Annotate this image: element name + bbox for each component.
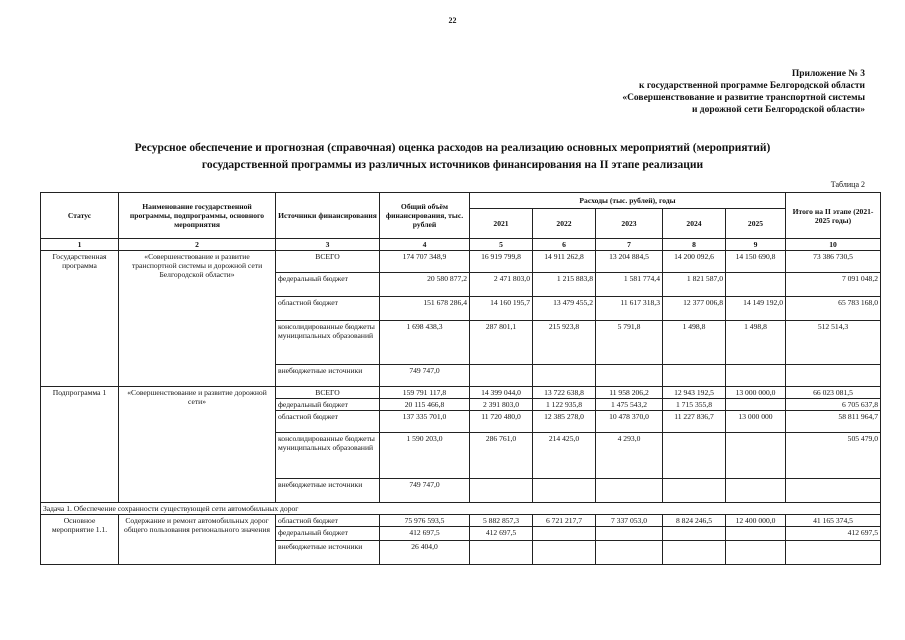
total-cell: 412 697,5 [380,527,470,541]
source-cell: областной бюджет [276,297,380,321]
year-cell: 1 122 935,8 [533,399,596,411]
year-cell: 11 958 206,2 [596,387,663,399]
year-cell: 13 204 884,5 [596,251,663,273]
source-cell: ВСЕГО [276,251,380,273]
year-cell: 12 377 006,8 [663,297,726,321]
header-name: Наименование государственной программы, подпрограммы, основного мероприятия [119,193,276,239]
appendix-line: «Совершенствование и развитие транспортной системы [622,93,865,103]
sum-cell: 58 811 964,7 [786,411,881,433]
year-cell: 6 721 217,7 [533,515,596,527]
total-cell: 20 115 466,8 [380,399,470,411]
year-cell: 1 581 774,4 [596,273,663,297]
sum-cell: 65 783 168,0 [786,297,881,321]
year-cell: 5 882 857,3 [470,515,533,527]
table-row [41,251,881,273]
sum-cell: 66 023 081,5 [786,387,881,399]
header-total: Общий объём финансирования, тыс. рублей [380,193,470,239]
header-year: 2025 [726,209,786,239]
sum-cell: 7 091 048,2 [786,273,881,297]
year-cell: 10 478 370,0 [596,411,663,433]
header-year: 2021 [470,209,533,239]
total-cell: 749 747,0 [380,479,470,503]
appendix-header [500,68,865,116]
year-cell [663,433,726,479]
sum-cell: 41 165 374,5 [786,515,881,527]
document-title [40,140,865,174]
source-cell: консолидированные бюджеты муниципальных образований [276,433,380,479]
total-cell: 20 580 877,2 [380,273,470,297]
column-number: 4 [380,239,470,251]
sum-cell: 412 697,5 [786,527,881,541]
year-cell: 215 923,8 [533,321,596,365]
source-cell: федеральный бюджет [276,399,380,411]
year-cell: 13 722 638,8 [533,387,596,399]
year-cell: 14 150 690,8 [726,251,786,273]
header-sources: Источники финансирования [276,193,380,239]
row-name: «Совершенствование и развитие транспортной системы и дорожной сети Белгородской области» [119,251,276,387]
year-cell: 1 498,8 [663,321,726,365]
total-cell: 1 698 438,3 [380,321,470,365]
year-cell: 14 911 262,8 [533,251,596,273]
year-cell: 286 761,0 [470,433,533,479]
year-cell: 2 391 803,0 [470,399,533,411]
row-name: Содержание и ремонт автомобильных дорог общего пользования регионального значения [119,515,276,565]
year-cell: 1 215 883,8 [533,273,596,297]
source-cell: внебюджетные источники [276,541,380,565]
year-cell: 7 337 053,0 [596,515,663,527]
source-cell: федеральный бюджет [276,527,380,541]
row-status: Государственная программа [41,251,119,387]
source-cell: областной бюджет [276,515,380,527]
column-number: 5 [470,239,533,251]
column-numbers-row [41,239,881,251]
column-number: 3 [276,239,380,251]
row-name: «Совершенствование и развитие дорожной сети» [119,387,276,503]
resource-table [40,192,881,565]
total-cell: 75 976 593,5 [380,515,470,527]
year-cell: 12 943 192,5 [663,387,726,399]
column-number: 2 [119,239,276,251]
year-cell: 1 715 355,8 [663,399,726,411]
source-cell: федеральный бюджет [276,273,380,297]
year-cell [726,433,786,479]
row-status: Основное мероприятие 1.1. [41,515,119,565]
appendix-line: к государственной программе Белгородской области [638,81,865,91]
header-expenses: Расходы (тыс. рублей), годы [470,193,786,209]
header-year: 2024 [663,209,726,239]
table-row [41,515,881,527]
header-year: 2023 [596,209,663,239]
source-cell: консолидированные бюджеты муниципальных образований [276,321,380,365]
year-cell: 11 227 836,7 [663,411,726,433]
sum-cell: 512 514,3 [786,321,881,365]
row-status: Подпрограмма 1 [41,387,119,503]
year-cell: 14 200 092,6 [663,251,726,273]
year-cell: 12 400 000,0 [726,515,786,527]
year-cell [726,273,786,297]
total-cell: 1 590 203,0 [380,433,470,479]
year-cell: 13 479 455,2 [533,297,596,321]
year-cell: 4 293,0 [596,433,663,479]
table-row [41,387,881,399]
appendix-line: и дорожной сети Белгородской области» [691,105,865,115]
header-year: 2022 [533,209,596,239]
year-cell: 8 824 246,5 [663,515,726,527]
year-cell: 11 617 318,3 [596,297,663,321]
year-cell: 2 471 803,0 [470,273,533,297]
column-number: 7 [596,239,663,251]
page-number: 22 [448,16,457,25]
year-cell: 1 475 543,2 [596,399,663,411]
total-cell: 151 678 286,4 [380,297,470,321]
column-number: 9 [726,239,786,251]
sum-cell: 505 479,0 [786,433,881,479]
year-cell: 14 160 195,7 [470,297,533,321]
total-cell: 26 404,0 [380,541,470,565]
title-line: Ресурсное обеспечение и прогнозная (справочная) оценка расходов на реализацию основных мероприятий (мероприятий) [134,142,771,154]
year-cell: 5 791,8 [596,321,663,365]
year-cell: 1 498,8 [726,321,786,365]
total-cell: 159 791 117,8 [380,387,470,399]
year-cell: 14 149 192,0 [726,297,786,321]
year-cell: 214 425,0 [533,433,596,479]
year-cell [726,399,786,411]
source-cell: внебюджетные источники [276,479,380,503]
year-cell: 12 385 278,0 [533,411,596,433]
header-stage-total: Итого на II этапе (2021-2025 годы) [786,193,881,239]
table-label: Таблица 2 [830,180,865,189]
year-cell: 13 000 000 [726,411,786,433]
sum-cell: 73 386 730,5 [786,251,881,273]
column-number: 10 [786,239,881,251]
sum-cell: 6 705 637,8 [786,399,881,411]
column-number: 1 [41,239,119,251]
appendix-line: Приложение № 3 [791,69,865,79]
year-cell: 287 801,1 [470,321,533,365]
year-cell: 13 000 000,0 [726,387,786,399]
column-number: 8 [663,239,726,251]
task-title: Задача 1. Обеспечение сохранности существующей сети автомобильных дорог [41,503,881,515]
total-cell: 749 747,0 [380,365,470,387]
column-number: 6 [533,239,596,251]
source-cell: областной бюджет [276,411,380,433]
source-cell: внебюджетные источники [276,365,380,387]
title-line: государственной программы из различных источников финансирования на II этапе реализации [201,159,704,171]
task-row [41,503,881,515]
year-cell: 16 919 799,8 [470,251,533,273]
year-cell: 412 697,5 [470,527,533,541]
header-status: Статус [41,193,119,239]
total-cell: 174 707 348,9 [380,251,470,273]
year-cell: 1 821 587,0 [663,273,726,297]
year-cell: 11 720 480,0 [470,411,533,433]
total-cell: 137 335 701,0 [380,411,470,433]
year-cell: 14 399 044,0 [470,387,533,399]
source-cell: ВСЕГО [276,387,380,399]
